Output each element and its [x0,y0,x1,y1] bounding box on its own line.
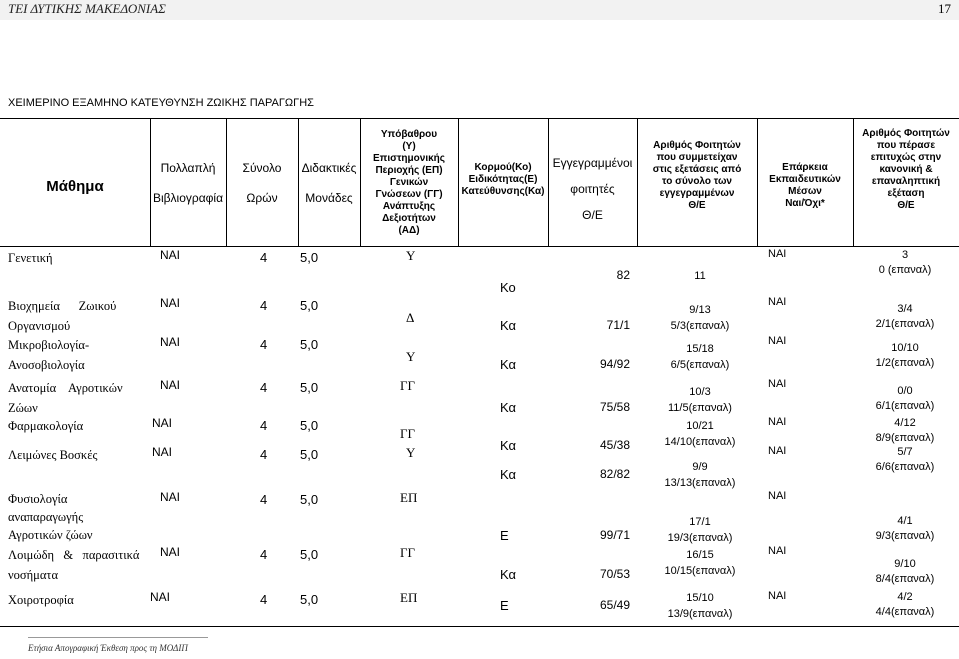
header-cell [757,162,853,210]
units-value: 5,0 [300,250,319,265]
footer-divider [28,637,208,638]
section-heading: ΧΕΙΜΕΡΙΝΟ ΕΞΑΜΗΝΟ ΚΑΤΕΥΘΥΝΣΗ ΖΩΙΚΗΣ ΠΑΡΑΓΩΓΗΣ [8,97,314,109]
passed-value [855,590,955,620]
core-value: Κα [500,438,517,453]
course-type-value: ΓΓ [400,378,416,393]
participated-line: 14/10(επαναλ) [664,436,736,448]
course-name-line: Χοιροτροφία [8,593,74,607]
passed-value [855,341,955,371]
course-name-line: Ανοσοβιολογία [8,358,85,372]
participated-line: 9/9 [692,461,708,473]
passed-value [855,557,955,587]
participated-line: 9/13 [689,304,711,316]
participated-value [645,268,755,284]
passed-line: 10/10 [891,342,919,354]
passed-value [855,384,955,414]
header-bottom-border [0,246,959,247]
header-col-divider [298,118,299,246]
course-type-value: ΕΠ [400,590,418,605]
bibliography-value: ΝΑΙ [160,335,181,349]
participated-line: 15/18 [686,343,714,355]
header-line: στις εξετάσεις από [652,164,742,175]
header-units-2: Μονάδες [305,191,353,205]
passed-value [855,445,955,475]
passed-line: 8/4(επαναλ) [875,573,935,585]
header-hours-2: Ωρών [246,191,278,205]
core-value: Ε [500,528,509,543]
course-type-value: ΓΓ [400,426,416,441]
course-type-value: Υ [406,445,416,460]
participated-value [645,418,755,450]
header-line: επαναληπτική [871,176,941,187]
course-name-line: Φαρμακολογία [8,419,84,433]
header-line: Αριθμός Φοιτητών [862,128,950,139]
participated-value [645,590,755,622]
hours-value: 4 [260,592,268,607]
enrolled-value: 75/58 [599,400,630,414]
participated-value [645,384,755,416]
passed-value [855,302,955,332]
header-line: Ναι/Όχι* [785,198,825,209]
course-type-value: ΕΠ [400,490,418,505]
header-line: εγγεγραμμένων [659,188,735,199]
enrolled-value: 99/71 [599,528,630,542]
participated-line: 10/21 [686,420,714,432]
passed-value [855,416,955,446]
core-value: Κα [500,318,517,333]
bibliography-value: ΝΑΙ [160,490,181,504]
header-line: Περιοχής (ΕΠ) [375,165,443,176]
passed-line: 2/1(επαναλ) [875,318,935,330]
header-cell [458,162,548,198]
course-name-line: Οργανισμού [8,319,71,333]
bibliography-value: ΝΑΙ [152,445,173,459]
participated-line: 16/15 [686,549,714,561]
course-name-line: Ζώων [8,401,38,415]
header-title: ΤΕΙ ΔΥΤΙΚΗΣ ΜΑΚΕΔΟΝΙΑΣ [8,1,166,16]
participated-line: 13/13(επαναλ) [664,477,736,489]
course-name [8,545,139,585]
header-line: που πέρασε [876,140,936,151]
header-line: Θ/Ε [688,200,706,211]
hours-value: 4 [260,250,268,265]
header-line: Γενικών [389,177,429,188]
participated-line: 17/1 [689,516,711,528]
bibliography-value: ΝΑΙ [160,378,181,392]
header-line: εξέταση [887,188,925,199]
sufficiency-value: ΝΑΙ [768,445,787,457]
sufficiency-value: ΝΑΙ [768,590,787,602]
hours-value: 4 [260,380,268,395]
units-value: 5,0 [300,592,319,607]
header-course: Μάθημα [46,178,104,195]
course-name-line: Γενετική [8,251,53,265]
passed-line: 6/1(επαναλ) [875,400,935,412]
header-line: Θ/Ε [582,208,603,222]
header-bibliography-2: Βιβλιογραφία [152,191,224,205]
bibliography-value: ΝΑΙ [160,545,181,559]
header-line: Κατεύθυνσης(Κα) [461,186,545,197]
passed-line: 4/12 [894,417,916,429]
course-name-line: Βιοχημεία Ζωικού [8,299,117,313]
header-line: (Υ) [402,141,416,152]
participated-value [645,547,755,579]
course-name-line: αναπαραγωγής [8,510,84,524]
course-type-value: Δ [406,310,415,325]
course-name [8,416,83,436]
participated-line: 13/9(επαναλ) [667,608,733,620]
course-name-line: Φυσιολογία [8,492,68,506]
participated-line: 11 [694,270,706,282]
course-name [8,248,53,268]
hours-value: 4 [260,418,268,433]
core-value: Κο [500,280,516,295]
sufficiency-value: ΝΑΙ [768,296,787,308]
hours-value: 4 [260,337,268,352]
header-line: Κορμού(Κο) [474,162,532,173]
header-units-1: Διδακτικές [301,161,357,175]
course-name [8,490,93,544]
header-cell [853,128,959,212]
enrolled-value: 45/38 [599,438,630,452]
header-line: Επάρκεια [782,162,828,173]
course-name-line: Λοιμώδη & παρασιτικά [8,548,140,562]
header-line: Εκπαιδευτικών [769,174,841,185]
units-value: 5,0 [300,380,319,395]
header-cell [637,140,757,212]
header-line: Υπόβαθρου [380,129,438,140]
participated-line: 10/15(επαναλ) [664,565,736,577]
header-col-divider [226,118,227,246]
course-type-value: ΓΓ [400,545,416,560]
header-line: το σύνολο των [662,176,732,187]
course-name [8,445,97,465]
header-line: Ανάπτυξης [382,201,436,212]
header-line: Θ/Ε [897,200,915,211]
participated-line: 6/5(επαναλ) [670,359,730,371]
participated-line: 15/10 [686,592,714,604]
bibliography-value: ΝΑΙ [160,248,181,262]
sufficiency-value: ΝΑΙ [768,490,787,502]
passed-line: 8/9(επαναλ) [875,432,935,444]
header-line: που συμμετείχαν [656,152,738,163]
header-line: (ΑΔ) [398,225,420,236]
hours-value: 4 [260,492,268,507]
participated-value [645,302,755,334]
passed-line: 6/6(επαναλ) [875,461,935,473]
header-line: Δεξιοτήτων [382,213,436,224]
course-type-value: Υ [406,349,416,364]
participated-line: 19/3(επαναλ) [667,532,733,544]
header-hours-1: Σύνολο [242,161,282,175]
passed-value [855,514,955,544]
enrolled-value: 71/1 [606,318,630,332]
header-line: Ειδικότητας(Ε) [468,174,538,185]
core-value: Ε [500,598,509,613]
sufficiency-value: ΝΑΙ [768,378,787,390]
header-line: κανονική & [879,164,933,175]
core-value: Κα [500,467,517,482]
enrolled-value: 70/53 [599,567,630,581]
core-value: Κα [500,357,517,372]
units-value: 5,0 [300,337,319,352]
core-value: Κα [500,400,517,415]
units-value: 5,0 [300,547,319,562]
header-line: Αριθμός Φοιτητών [653,140,741,151]
passed-line: 4/4(επαναλ) [875,606,935,618]
enrolled-value: 82 [616,268,630,282]
header-line: επιτυχώς στην [870,152,942,163]
passed-line: 9/3(επαναλ) [875,530,935,542]
hours-value: 4 [260,447,268,462]
header-col-divider [150,118,151,246]
bibliography-value: ΝΑΙ [160,296,181,310]
sufficiency-value: ΝΑΙ [768,248,787,260]
passed-line: 5/7 [897,446,913,458]
course-type-value: Υ [406,248,416,263]
table-top-border [0,118,959,119]
course-name [8,296,116,336]
participated-value [645,514,755,546]
bibliography-value: ΝΑΙ [150,590,171,604]
header-line: φοιτητές [570,182,615,196]
sufficiency-value: ΝΑΙ [768,335,787,347]
header-line: Επιστημονικής [373,153,445,164]
header-line: Γνώσεων (ΓΓ) [375,189,443,200]
participated-value [645,341,755,373]
units-value: 5,0 [300,447,319,462]
header-line: Μέσων [788,186,822,197]
footer-text: Ετήσια Απογραφική Έκθεση προς τη ΜΟΔΙΠ [28,643,188,653]
participated-line: 5/3(επαναλ) [670,320,730,332]
passed-line: 4/1 [897,515,913,527]
passed-value [855,248,955,278]
bibliography-value: ΝΑΙ [152,416,173,430]
course-name-line: νοσήματα [8,568,58,582]
units-value: 5,0 [300,418,319,433]
sufficiency-value: ΝΑΙ [768,416,787,428]
header-line: Εγγεγραμμένοι [552,156,633,170]
passed-line: 0 (επαναλ) [878,264,932,276]
core-value: Κα [500,567,517,582]
passed-line: 3/4 [897,303,913,315]
page-number: 17 [938,1,951,16]
course-name [8,378,123,418]
participated-value [645,459,755,491]
header-bibliography-1: Πολλαπλή [160,161,216,175]
units-value: 5,0 [300,298,319,313]
course-name-line: Αγροτικών ζώων [8,528,93,542]
header-cell [360,129,458,237]
enrolled-value: 82/82 [599,467,630,481]
course-name-line: Ανατομία Αγροτικών [8,381,123,395]
passed-line: 0/0 [897,385,913,397]
passed-line: 1/2(επαναλ) [875,357,935,369]
enrolled-value: 94/92 [599,357,630,371]
course-name-line: Μικροβιολογία- [8,338,90,352]
hours-value: 4 [260,298,268,313]
units-value: 5,0 [300,492,319,507]
header-enrolled [548,150,637,228]
table-bottom-border [0,626,959,627]
passed-line: 4/2 [897,591,913,603]
course-name-line: Λειμώνες Βοσκές [8,448,98,462]
course-name [8,335,89,375]
passed-line: 3 [901,249,909,261]
enrolled-value: 65/49 [599,598,630,612]
course-name [8,590,74,610]
hours-value: 4 [260,547,268,562]
participated-line: 11/5(επαναλ) [668,402,732,414]
passed-line: 9/10 [894,558,916,570]
participated-line: 10/3 [689,386,711,398]
sufficiency-value: ΝΑΙ [768,545,787,557]
